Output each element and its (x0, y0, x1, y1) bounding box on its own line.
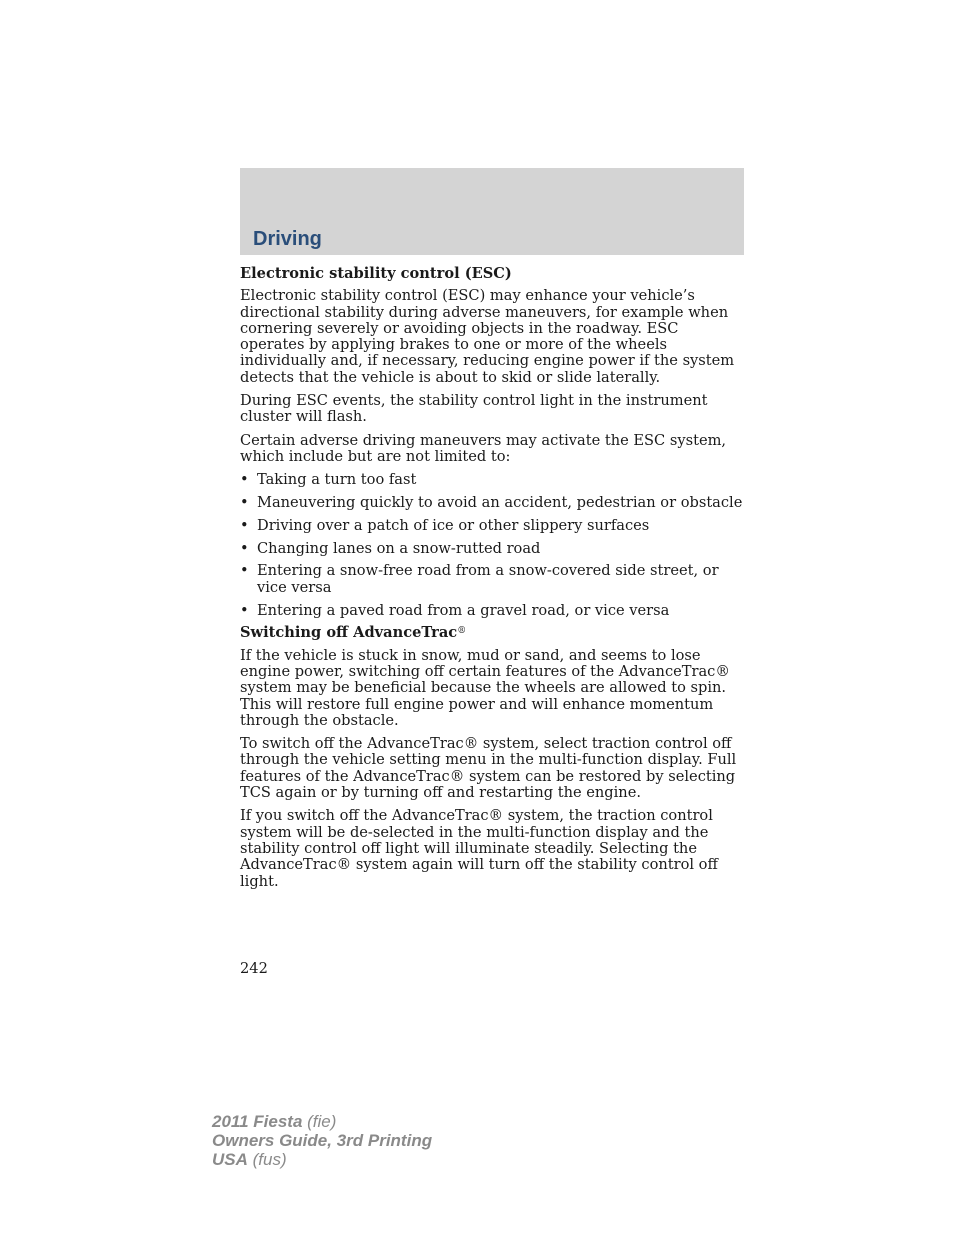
bullet-icon: • (240, 539, 249, 557)
esc-paragraph-3: Certain adverse driving maneuvers may activate the ESC system, which include but are not limited to: (240, 431, 727, 465)
advancetrac-paragraph-3: If you switch off the AdvanceTrac® system, the traction control system will be de-selected in the multi-function display and the stability control off light will illuminate steadily. Selecting the AdvanceTrac® system again will turn off the stability control off light. (240, 807, 718, 890)
bullet-icon: • (240, 494, 249, 512)
esc-paragraph-1: Electronic stability control (ESC) may enhance your vehicle’s directional stability during adverse maneuvers, for example when cornering severely or avoiding objects in the roadway. ESC operates by applying brakes to one or more of the wheels individually and, if necessary, reducing engine power if the system detects that the vehicle is about to skid or slide laterally. (240, 287, 735, 386)
registered-mark: ® (457, 626, 467, 637)
page-number: 242 (240, 960, 268, 977)
section-header-band (240, 168, 744, 255)
advancetrac-heading (240, 625, 744, 641)
advancetrac-paragraph-2: To switch off the AdvanceTrac® system, select traction control off through the vehicle setting menu in the multi-function display. Full features of the AdvanceTrac® system can be restored by selecting TCS again or by turning off and restarting the engine. (240, 735, 737, 802)
advancetrac-paragraph-1: If the vehicle is stuck in snow, mud or sand, and seems to lose engine power, switching off certain features of the AdvanceTrac® system may be beneficial because the wheels are allowed to spin. This will restore full engine power and will enhance momentum through the obstacle. (240, 646, 730, 729)
list-item-text: Driving over a patch of ice or other slippery surfaces (257, 516, 650, 534)
esc-heading: Electronic stability control (ESC) (240, 265, 512, 282)
bullet-icon: • (240, 516, 249, 534)
footer-line-guide (212, 1131, 432, 1150)
footer-region: USA (212, 1150, 248, 1169)
list-item (240, 603, 744, 619)
bullet-icon: • (240, 601, 249, 619)
list-item (240, 472, 744, 488)
footer-line-region (212, 1150, 432, 1169)
list-item-text: Maneuvering quickly to avoid an accident, pedestrian or obstacle (257, 494, 743, 512)
page-content (240, 266, 744, 897)
advancetrac-heading-text: Switching off AdvanceTrac (240, 624, 458, 642)
bullet-icon: • (240, 471, 249, 489)
maneuver-list (240, 472, 744, 619)
footer-guide: Owners Guide, 3rd Printing (212, 1131, 433, 1150)
list-item (240, 518, 744, 534)
footer-model-code: (fie) (302, 1112, 337, 1131)
list-item (240, 563, 744, 596)
footer-region-code: (fus) (247, 1150, 287, 1169)
list-item (240, 541, 744, 557)
list-item-text: Taking a turn too fast (257, 471, 417, 489)
list-item-text: Changing lanes on a snow-rutted road (257, 539, 541, 557)
esc-paragraph-2: During ESC events, the stability control light in the instrument cluster will flash. (240, 392, 708, 426)
list-item (240, 495, 744, 511)
footer-line-model (212, 1112, 432, 1131)
document-footer (212, 1112, 432, 1169)
section-title: Driving (253, 228, 322, 250)
list-item-text: Entering a snow-free road from a snow-covered side street, or vice versa (257, 562, 719, 596)
bullet-icon: • (240, 562, 249, 580)
footer-model: 2011 Fiesta (212, 1112, 303, 1131)
list-item-text: Entering a paved road from a gravel road, or vice versa (257, 601, 670, 619)
